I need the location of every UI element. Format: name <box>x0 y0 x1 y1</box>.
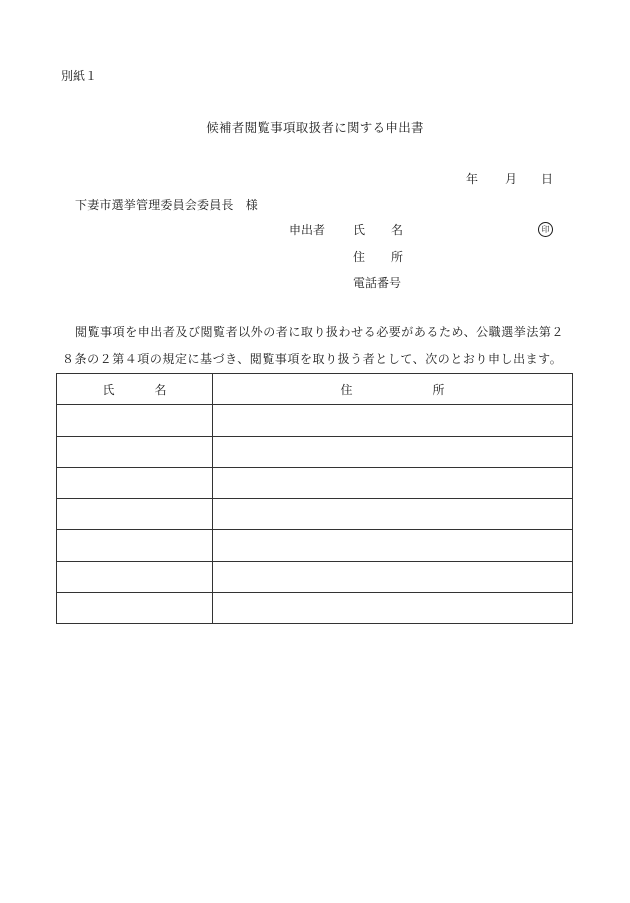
name-cell[interactable] <box>57 561 213 592</box>
table-row <box>57 561 573 592</box>
handler-table <box>56 373 573 624</box>
date-month-label: 月 <box>505 172 518 186</box>
applicant-label: 申出者 <box>289 223 326 237</box>
address-column-header: 住所 <box>213 374 573 405</box>
applicant-address-label: 住所 <box>353 250 430 264</box>
body-text-line-1: 閲覧事項を申出者及び閲覧者以外の者に取り扱わせる必要があるため、公職選挙法第２ <box>75 325 564 339</box>
name-cell[interactable] <box>57 467 213 498</box>
address-cell[interactable] <box>213 467 573 498</box>
table-row <box>57 499 573 530</box>
table-header-row <box>57 374 573 405</box>
document-title: 候補者閲覧事項取扱者に関する申出書 <box>206 120 424 135</box>
date-year-label: 年 <box>466 172 479 186</box>
name-column-header: 氏名 <box>57 374 213 405</box>
applicant-phone-label: 電話番号 <box>353 276 402 290</box>
name-cell[interactable] <box>57 436 213 467</box>
seal-icon: 印 <box>538 222 553 237</box>
addressee: 下妻市選挙管理委員会委員長 様 <box>75 198 259 212</box>
name-cell[interactable] <box>57 499 213 530</box>
table-row <box>57 436 573 467</box>
body-text-line-2: ８条の２第４項の規定に基づき、閲覧事項を取り扱う者として、次のとおり申し出ます。 <box>62 352 563 366</box>
name-cell[interactable] <box>57 530 213 561</box>
table-row <box>57 530 573 561</box>
applicant-name-label: 氏名 <box>353 223 430 237</box>
address-cell[interactable] <box>213 593 573 624</box>
table-row <box>57 405 573 436</box>
date-day-label: 日 <box>541 172 554 186</box>
attachment-label: 別紙１ <box>61 69 98 83</box>
address-cell[interactable] <box>213 499 573 530</box>
table-row <box>57 467 573 498</box>
address-cell[interactable] <box>213 561 573 592</box>
address-cell[interactable] <box>213 530 573 561</box>
name-cell[interactable] <box>57 405 213 436</box>
name-cell[interactable] <box>57 593 213 624</box>
address-cell[interactable] <box>213 436 573 467</box>
address-cell[interactable] <box>213 405 573 436</box>
table-row <box>57 593 573 624</box>
